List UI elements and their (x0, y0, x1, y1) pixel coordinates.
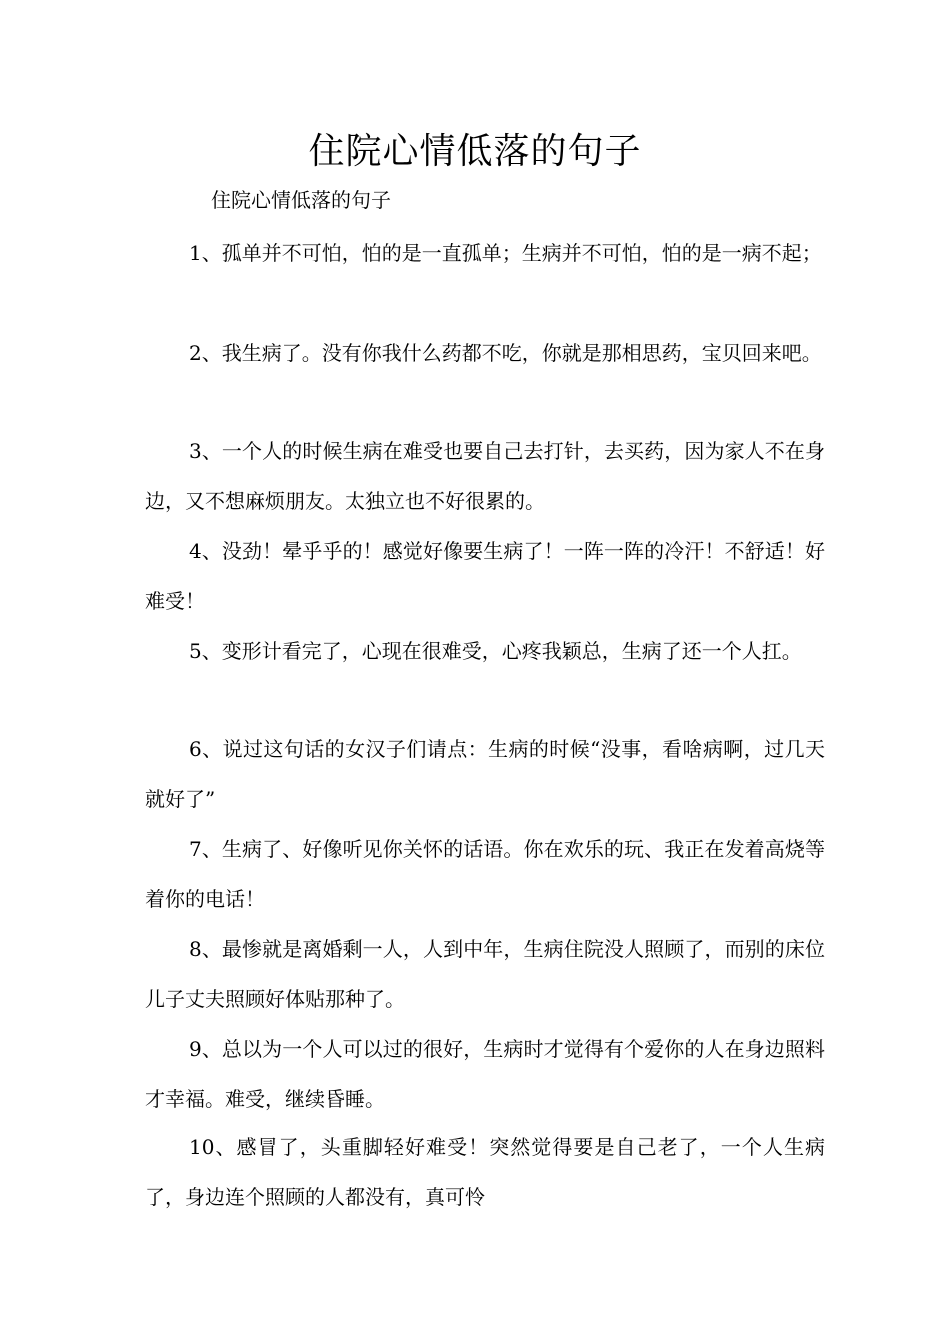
paragraph-6: 6、说过这句话的女汉子们请点：生病的时候“没事，看啥病啊，过几天就好了” (145, 737, 825, 811)
paragraph-2: 2、我生病了。没有你我什么药都不吃，你就是那相思药，宝贝回来吧。 (189, 341, 822, 365)
paragraph-10: 10、感冒了，头重脚轻好难受！突然觉得要是自己老了，一个人生病了，身边连个照顾的人都没有，真可怜 (145, 1135, 825, 1209)
document-subtitle: 住院心情低落的句子 (211, 188, 391, 212)
paragraph-1: 1、孤单并不可怕，怕的是一直孤单；生病并不可怕，怕的是一病不起； (189, 241, 822, 265)
paragraph-3: 3、一个人的时候生病在难受也要自己去打针，去买药，因为家人不在身边，又不想麻烦朋友。太独立也不好很累的。 (145, 439, 825, 513)
document-title: 住院心情低落的句子 (308, 131, 642, 172)
paragraph-9: 9、总以为一个人可以过的很好，生病时才觉得有个爱你的人在身边照料才幸福。难受，继续昏睡。 (145, 1037, 825, 1111)
paragraph-7: 7、生病了、好像听见你关怀的话语。你在欢乐的玩、我正在发着高烧等着你的电话！ (145, 837, 825, 911)
paragraph-5: 5、变形计看完了，心现在很难受，心疼我颖总，生病了还一个人扛。 (189, 639, 802, 663)
paragraph-4: 4、没劲！晕乎乎的！感觉好像要生病了！一阵一阵的冷汗！不舒适！好难受！ (145, 539, 825, 613)
paragraph-8: 8、最惨就是离婚剩一人，人到中年，生病住院没人照顾了，而别的床位儿子丈夫照顾好体贴那种了。 (145, 937, 825, 1011)
